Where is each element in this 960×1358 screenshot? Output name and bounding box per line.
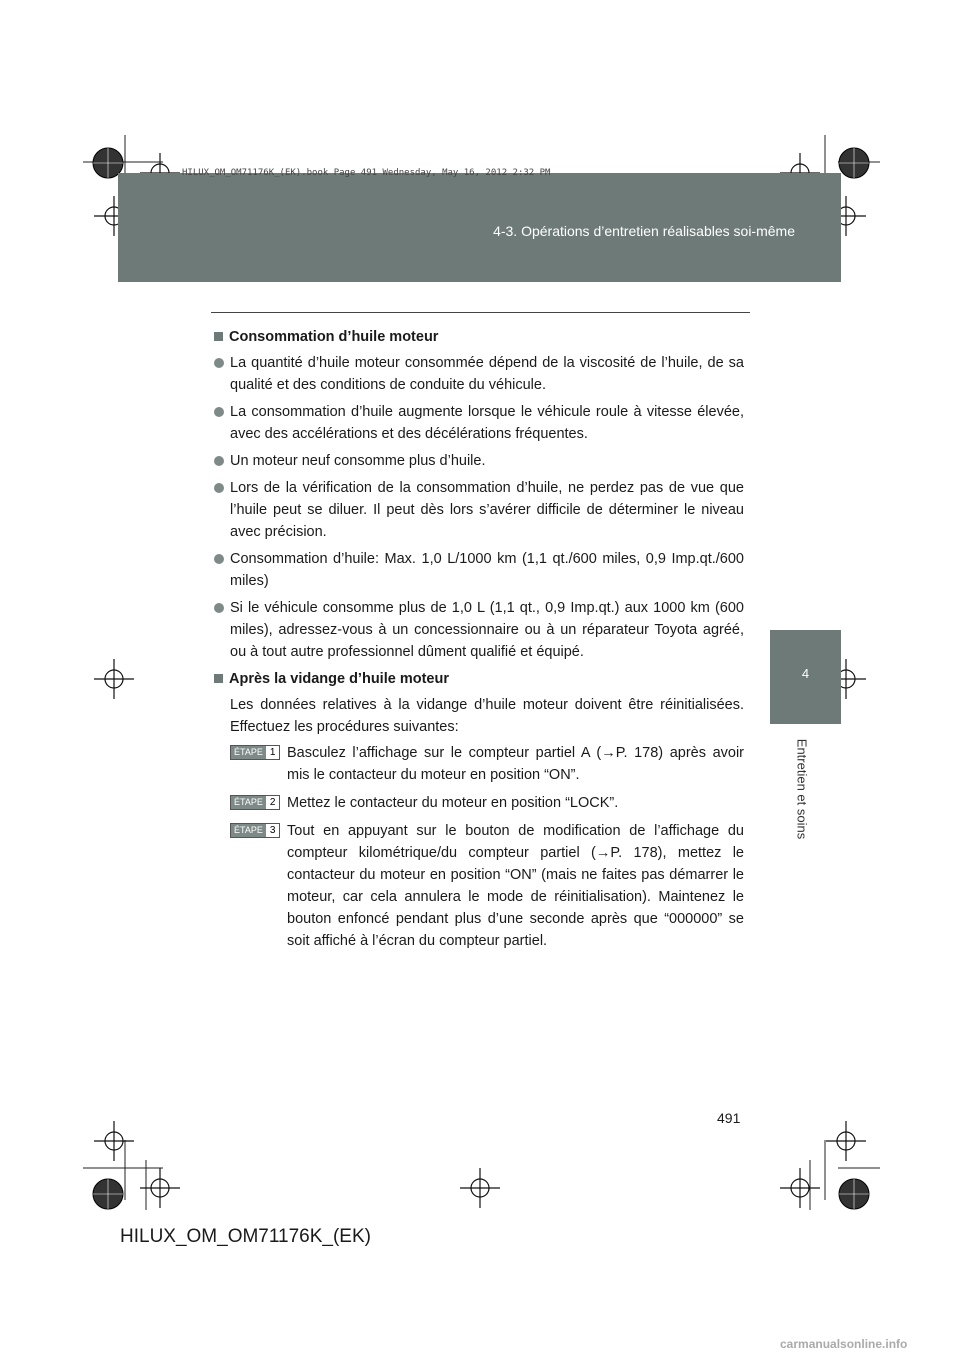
step-badge: ÉTAPE 2 — [230, 795, 280, 810]
header-title: 4-3. Opérations d’entretien réalisables soi-même — [493, 223, 795, 239]
section-intro: Les données relatives à la vidange d’huile moteur doivent être réinitialisées. Effectuez les procédures suivantes: — [230, 697, 744, 735]
chapter-number: 4 — [801, 666, 810, 681]
page-content — [214, 326, 744, 958]
section-title: Après la vidange d’huile moteur — [214, 668, 744, 690]
list-item: La quantité d’huile moteur consommée dépend de la viscosité de l’huile, de sa qualité et des conditions de conduite du véhicule. — [214, 352, 744, 396]
square-bullet-icon — [214, 332, 223, 341]
chapter-label — [782, 729, 822, 849]
page-number: 491 — [717, 1110, 741, 1126]
step-item: ÉTAPE 1 Basculez l’affichage sur le compteur partiel A (→P. 178) après avoir mis le contacteur du moteur en position “ON”. — [214, 742, 744, 786]
bullet-icon — [214, 358, 224, 368]
bullet-icon — [214, 407, 224, 417]
step-badge: ÉTAPE 3 — [230, 823, 280, 838]
chapter-tab — [770, 630, 841, 724]
step-item: ÉTAPE 2 Mettez le contacteur du moteur en position “LOCK”. — [214, 792, 744, 814]
section-title: Consommation d’huile moteur — [214, 326, 744, 348]
list-item: Si le véhicule consomme plus de 1,0 L (1,1 qt., 0,9 Imp.qt.) aux 1000 km (600 miles), adressez-vous à un concessionnaire ou à un réparateur Toyota agréé, ou à tout autre professionnel dûment qualifié et équipé. — [214, 597, 744, 663]
list-item: Consommation d’huile: Max. 1,0 L/1000 km (1,1 qt./600 miles, 0,9 Imp.qt./600 miles) — [214, 548, 744, 592]
list-item: La consommation d’huile augmente lorsque le véhicule roule à vitesse élevée, avec des accélérations et des décélérations fréquentes. — [214, 401, 744, 445]
list-item: Un moteur neuf consomme plus d’huile. — [214, 450, 744, 472]
step-badge: ÉTAPE 1 — [230, 745, 280, 760]
book-stamp: HILUX_OM_OM71176K_(EK).book Page 491 Wednesday, May 16, 2012 2:32 PM — [182, 168, 551, 178]
chapter-header — [118, 173, 841, 282]
watermark: carmanualsonline.info — [780, 1337, 908, 1351]
chapter-label-text: Entretien et soins — [794, 738, 810, 840]
bullet-icon — [214, 554, 224, 564]
square-bullet-icon — [214, 674, 223, 683]
bullet-icon — [214, 483, 224, 493]
top-rule — [211, 312, 750, 313]
step-item: ÉTAPE 3 Tout en appuyant sur le bouton de modification de l’affichage du compteur kilométrique/du compteur partiel (→P. 178), mettez le contacteur du moteur en position “ON” (mais ne faites pas démarrer le moteur, car cela annulera le mode de réinitialisation). Maintenez le bouton enfoncé pendant plus d’une seconde après que “000000” se soit affiché à l’écran du compteur partiel. — [214, 820, 744, 952]
bullet-icon — [214, 603, 224, 613]
list-item: Lors de la vérification de la consommation d’huile, ne perdez pas de vue que l’huile peut se diluer. Il peut dès lors s’avérer difficile de déterminer le niveau avec précision. — [214, 477, 744, 543]
bullet-icon — [214, 456, 224, 466]
footer-code: HILUX_OM_OM71176K_(EK) — [120, 1226, 371, 1247]
